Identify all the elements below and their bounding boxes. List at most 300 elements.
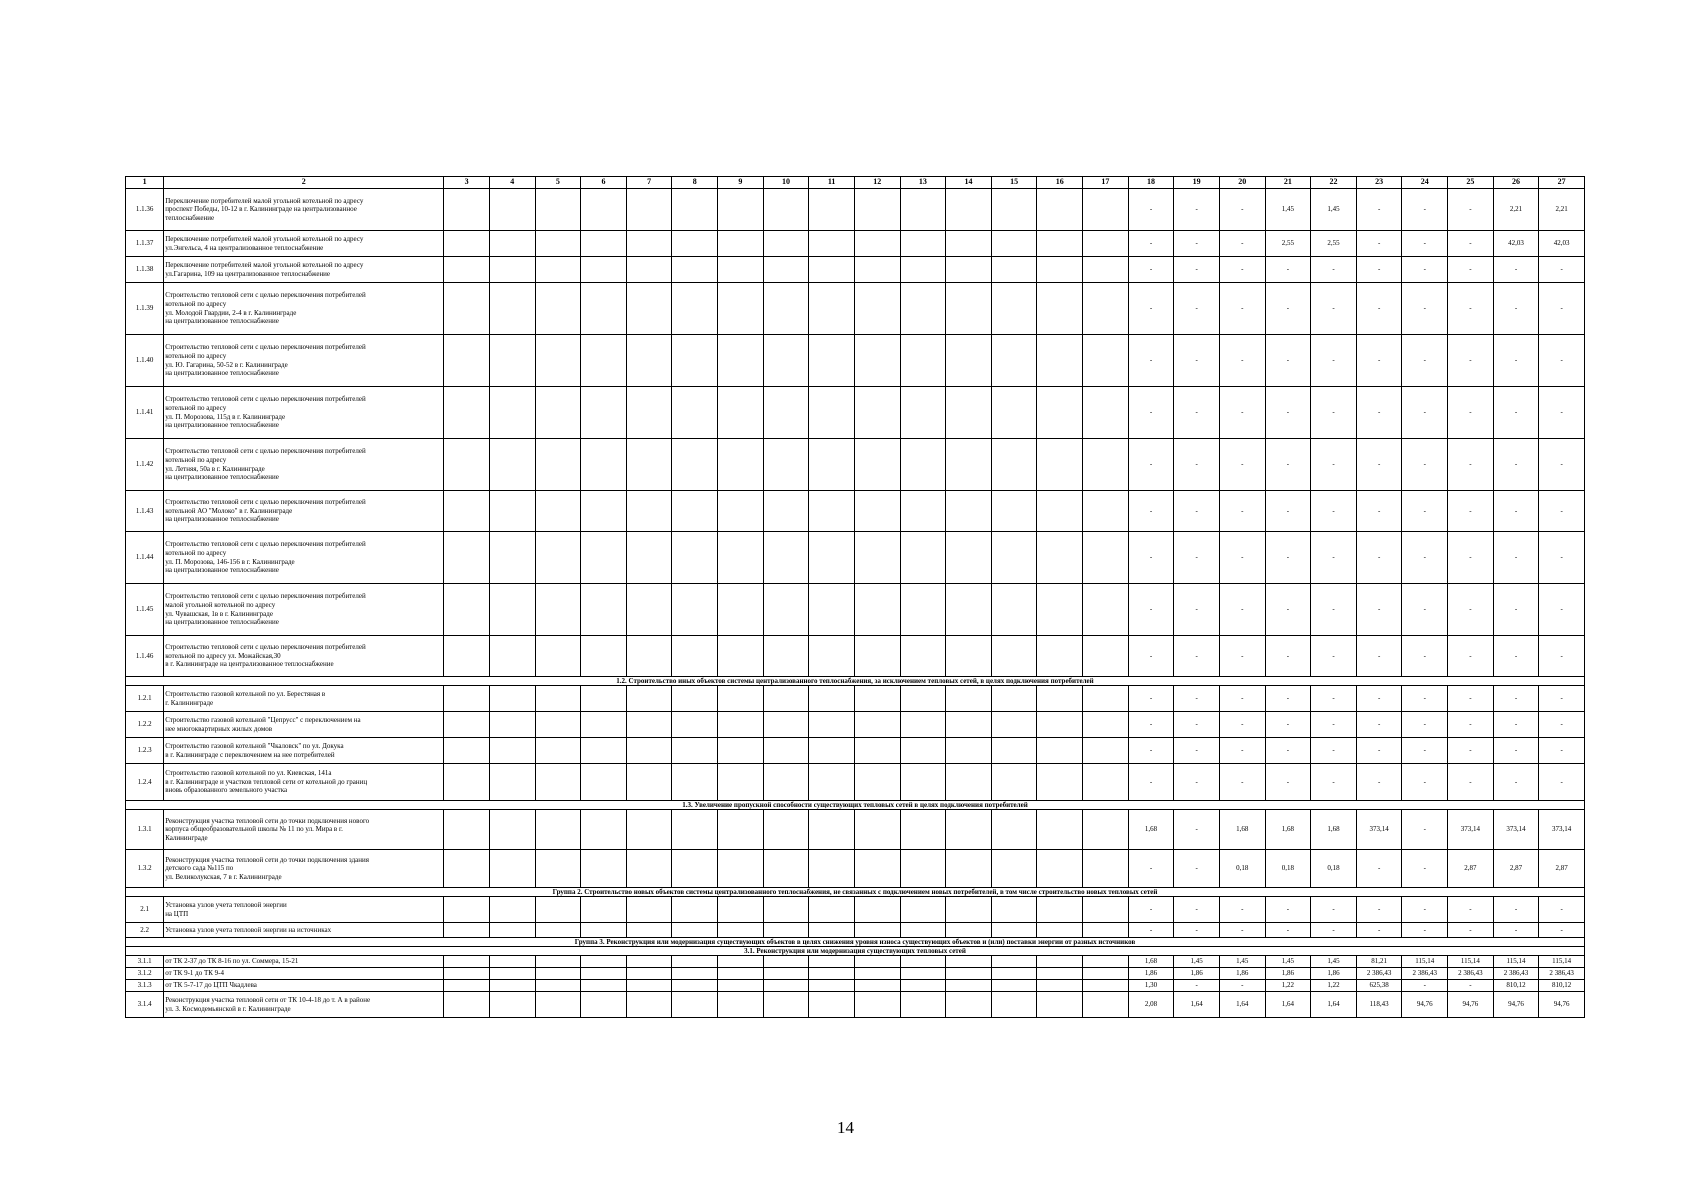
empty-cell xyxy=(444,850,490,888)
empty-cell xyxy=(763,968,809,980)
empty-cell xyxy=(991,956,1037,968)
row-number: 1.2.3 xyxy=(126,738,164,764)
empty-cell xyxy=(900,231,946,257)
column-number: 2 xyxy=(164,177,444,189)
empty-cell xyxy=(900,968,946,980)
empty-cell xyxy=(991,283,1037,335)
column-number: 19 xyxy=(1174,177,1220,189)
empty-cell xyxy=(854,532,900,584)
empty-cell xyxy=(946,231,992,257)
empty-cell xyxy=(946,738,992,764)
empty-cell xyxy=(991,992,1037,1018)
empty-cell xyxy=(991,257,1037,283)
value-cell: - xyxy=(1402,335,1448,387)
empty-cell xyxy=(672,980,718,992)
empty-cell xyxy=(1083,231,1129,257)
empty-cell xyxy=(1083,636,1129,677)
description-line: теплоснабжение xyxy=(165,213,215,222)
value-cell: - xyxy=(1174,764,1220,801)
empty-cell xyxy=(900,923,946,938)
empty-cell xyxy=(535,956,581,968)
value-cell: - xyxy=(1128,335,1174,387)
row-number: 1.3.2 xyxy=(126,850,164,888)
empty-cell xyxy=(672,387,718,439)
value-cell: 0,18 xyxy=(1265,850,1311,888)
empty-cell xyxy=(444,335,490,387)
table-row xyxy=(126,810,1585,850)
row-number: 1.1.42 xyxy=(126,439,164,491)
empty-cell xyxy=(626,439,672,491)
table-row xyxy=(126,283,1585,335)
value-cell: - xyxy=(1219,584,1265,636)
column-number: 22 xyxy=(1311,177,1357,189)
empty-cell xyxy=(581,439,627,491)
empty-cell xyxy=(626,992,672,1018)
empty-cell xyxy=(581,712,627,738)
value-cell: - xyxy=(1219,231,1265,257)
description-line: Калининграде xyxy=(165,833,208,842)
empty-cell xyxy=(854,980,900,992)
value-cell: - xyxy=(1311,738,1357,764)
description-line: в г. Калининграде на централизованное теплоснабжение xyxy=(165,660,334,669)
value-cell: - xyxy=(1219,439,1265,491)
empty-cell xyxy=(581,897,627,923)
value-cell: - xyxy=(1493,923,1539,938)
empty-cell xyxy=(1037,335,1083,387)
value-cell: 1,86 xyxy=(1174,968,1220,980)
empty-cell xyxy=(1083,686,1129,712)
value-cell: - xyxy=(1128,850,1174,888)
empty-cell xyxy=(991,980,1037,992)
row-description xyxy=(164,923,444,938)
value-cell: - xyxy=(1402,439,1448,491)
description-line: Строительство тепловой сети с целью переключения потребителей xyxy=(165,291,366,300)
empty-cell xyxy=(946,491,992,532)
empty-cell xyxy=(535,968,581,980)
empty-cell xyxy=(489,712,535,738)
value-cell: - xyxy=(1174,980,1220,992)
value-cell: - xyxy=(1539,257,1585,283)
description-line: на централизованное теплоснабжение xyxy=(165,369,279,378)
empty-cell xyxy=(854,283,900,335)
empty-cell xyxy=(718,956,764,968)
empty-cell xyxy=(672,335,718,387)
empty-cell xyxy=(809,584,855,636)
value-cell: 1,45 xyxy=(1174,956,1220,968)
value-cell: 81,21 xyxy=(1356,956,1402,968)
value-cell: - xyxy=(1493,491,1539,532)
row-number: 1.1.36 xyxy=(126,189,164,231)
empty-cell xyxy=(991,532,1037,584)
value-cell: - xyxy=(1402,491,1448,532)
empty-cell xyxy=(900,189,946,231)
empty-cell xyxy=(809,257,855,283)
value-cell: - xyxy=(1356,636,1402,677)
empty-cell xyxy=(1083,335,1129,387)
empty-cell xyxy=(535,257,581,283)
value-cell: - xyxy=(1128,712,1174,738)
value-cell: - xyxy=(1402,810,1448,850)
empty-cell xyxy=(535,992,581,1018)
description-line: ул.Гагарина, 109 на централизованное теплоснабжение xyxy=(165,269,331,278)
empty-cell xyxy=(946,636,992,677)
empty-cell xyxy=(672,850,718,888)
empty-cell xyxy=(444,491,490,532)
empty-cell xyxy=(718,387,764,439)
value-cell: - xyxy=(1219,686,1265,712)
empty-cell xyxy=(763,283,809,335)
empty-cell xyxy=(763,850,809,888)
empty-cell xyxy=(1083,897,1129,923)
value-cell: - xyxy=(1265,532,1311,584)
empty-cell xyxy=(854,387,900,439)
table-row xyxy=(126,231,1585,257)
table-row xyxy=(126,850,1585,888)
empty-cell xyxy=(581,992,627,1018)
empty-cell xyxy=(1037,923,1083,938)
empty-cell xyxy=(763,387,809,439)
value-cell: - xyxy=(1128,257,1174,283)
description-line: ул. З. Космодемьянской в г. Калининграде xyxy=(165,1004,291,1013)
empty-cell xyxy=(626,387,672,439)
value-cell: - xyxy=(1356,712,1402,738)
value-cell: - xyxy=(1219,257,1265,283)
empty-cell xyxy=(535,764,581,801)
value-cell: - xyxy=(1356,764,1402,801)
empty-cell xyxy=(489,532,535,584)
row-number: 1.1.46 xyxy=(126,636,164,677)
row-description xyxy=(164,968,444,980)
empty-cell xyxy=(854,231,900,257)
value-cell: - xyxy=(1448,491,1494,532)
description-line: на централизованное теплоснабжение xyxy=(165,618,279,627)
value-cell: 1,45 xyxy=(1311,956,1357,968)
value-cell: 2 386,43 xyxy=(1448,968,1494,980)
value-cell: - xyxy=(1448,335,1494,387)
value-cell: 1,64 xyxy=(1311,992,1357,1018)
empty-cell xyxy=(900,992,946,1018)
row-number: 1.3.1 xyxy=(126,810,164,850)
empty-cell xyxy=(444,980,490,992)
empty-cell xyxy=(809,992,855,1018)
value-cell: - xyxy=(1448,897,1494,923)
empty-cell xyxy=(946,992,992,1018)
column-number: 4 xyxy=(489,177,535,189)
value-cell: 115,14 xyxy=(1402,956,1448,968)
empty-cell xyxy=(718,810,764,850)
value-cell: - xyxy=(1493,584,1539,636)
empty-cell xyxy=(444,439,490,491)
column-number: 20 xyxy=(1219,177,1265,189)
empty-cell xyxy=(535,897,581,923)
empty-cell xyxy=(672,636,718,677)
row-description xyxy=(164,283,444,335)
value-cell: - xyxy=(1402,686,1448,712)
value-cell: - xyxy=(1493,897,1539,923)
empty-cell xyxy=(672,923,718,938)
empty-cell xyxy=(581,923,627,938)
value-cell: - xyxy=(1311,257,1357,283)
description-line: детского сада №115 по xyxy=(165,864,234,873)
value-cell: - xyxy=(1128,636,1174,677)
value-cell: - xyxy=(1219,712,1265,738)
value-cell: - xyxy=(1265,257,1311,283)
value-cell: - xyxy=(1448,257,1494,283)
empty-cell xyxy=(1083,980,1129,992)
empty-cell xyxy=(854,810,900,850)
empty-cell xyxy=(626,923,672,938)
value-cell: - xyxy=(1356,491,1402,532)
value-cell: - xyxy=(1356,283,1402,335)
value-cell: - xyxy=(1174,897,1220,923)
row-description xyxy=(164,257,444,283)
value-cell: - xyxy=(1448,923,1494,938)
description-line: г. Калининграде xyxy=(165,698,214,707)
section-header-row xyxy=(126,938,1585,947)
empty-cell xyxy=(900,636,946,677)
value-cell: - xyxy=(1402,283,1448,335)
value-cell: - xyxy=(1174,584,1220,636)
empty-cell xyxy=(991,764,1037,801)
value-cell: - xyxy=(1539,532,1585,584)
value-cell: - xyxy=(1493,439,1539,491)
empty-cell xyxy=(900,956,946,968)
empty-cell xyxy=(900,764,946,801)
value-cell: - xyxy=(1356,231,1402,257)
empty-cell xyxy=(809,810,855,850)
empty-cell xyxy=(991,189,1037,231)
empty-cell xyxy=(489,636,535,677)
empty-cell xyxy=(854,189,900,231)
value-cell: - xyxy=(1128,283,1174,335)
value-cell: - xyxy=(1174,189,1220,231)
value-cell: - xyxy=(1219,387,1265,439)
description-line: ул. Великолукская, 7 в г. Калининграде xyxy=(165,872,282,881)
value-cell: - xyxy=(1311,387,1357,439)
empty-cell xyxy=(581,850,627,888)
empty-cell xyxy=(1037,283,1083,335)
empty-cell xyxy=(535,231,581,257)
value-cell: - xyxy=(1219,764,1265,801)
empty-cell xyxy=(718,584,764,636)
value-cell: 1,86 xyxy=(1311,968,1357,980)
value-cell: 1,68 xyxy=(1128,810,1174,850)
empty-cell xyxy=(809,980,855,992)
description-line: Строительство газовой котельной "Цепрусс" с переключением на xyxy=(165,715,361,724)
empty-cell xyxy=(854,897,900,923)
description-line: Строительство газовой котельной по ул. Берестяная в xyxy=(165,689,326,698)
value-cell: - xyxy=(1356,897,1402,923)
empty-cell xyxy=(900,387,946,439)
empty-cell xyxy=(854,992,900,1018)
value-cell: - xyxy=(1356,387,1402,439)
row-description xyxy=(164,764,444,801)
value-cell: - xyxy=(1493,636,1539,677)
empty-cell xyxy=(535,923,581,938)
page-number: 14 xyxy=(837,1118,854,1137)
row-description xyxy=(164,532,444,584)
row-description xyxy=(164,686,444,712)
row-number: 3.1.2 xyxy=(126,968,164,980)
empty-cell xyxy=(626,491,672,532)
value-cell: - xyxy=(1265,491,1311,532)
empty-cell xyxy=(535,686,581,712)
empty-cell xyxy=(1083,712,1129,738)
table-row xyxy=(126,335,1585,387)
description-line: ул. Летняя, 50а в г. Калининграде xyxy=(165,464,265,473)
empty-cell xyxy=(991,335,1037,387)
empty-cell xyxy=(718,738,764,764)
row-number: 1.1.45 xyxy=(126,584,164,636)
column-number: 15 xyxy=(991,177,1037,189)
empty-cell xyxy=(626,636,672,677)
empty-cell xyxy=(946,712,992,738)
row-description xyxy=(164,387,444,439)
empty-cell xyxy=(718,532,764,584)
empty-cell xyxy=(718,439,764,491)
value-cell: - xyxy=(1128,584,1174,636)
value-cell: - xyxy=(1402,189,1448,231)
description-line: на централизованное теплоснабжение xyxy=(165,566,279,575)
table-row xyxy=(126,189,1585,231)
column-number: 16 xyxy=(1037,177,1083,189)
value-cell: 1,68 xyxy=(1219,810,1265,850)
value-cell: - xyxy=(1448,764,1494,801)
value-cell: - xyxy=(1493,283,1539,335)
value-cell: 94,76 xyxy=(1448,992,1494,1018)
empty-cell xyxy=(672,712,718,738)
empty-cell xyxy=(854,686,900,712)
value-cell: - xyxy=(1128,738,1174,764)
empty-cell xyxy=(535,532,581,584)
empty-cell xyxy=(1037,764,1083,801)
empty-cell xyxy=(991,712,1037,738)
column-number: 13 xyxy=(900,177,946,189)
row-number: 3.1.1 xyxy=(126,956,164,968)
empty-cell xyxy=(718,491,764,532)
value-cell: - xyxy=(1402,584,1448,636)
value-cell: 1,45 xyxy=(1265,956,1311,968)
empty-cell xyxy=(444,923,490,938)
empty-cell xyxy=(444,897,490,923)
empty-cell xyxy=(672,764,718,801)
empty-cell xyxy=(718,283,764,335)
value-cell: - xyxy=(1356,439,1402,491)
empty-cell xyxy=(1037,257,1083,283)
empty-cell xyxy=(718,897,764,923)
value-cell: - xyxy=(1219,923,1265,938)
column-number: 27 xyxy=(1539,177,1585,189)
empty-cell xyxy=(763,956,809,968)
empty-cell xyxy=(809,387,855,439)
description-line: Реконструкция участка тепловой сети до точки подключения здания xyxy=(165,855,369,864)
row-description xyxy=(164,584,444,636)
empty-cell xyxy=(763,764,809,801)
value-cell: 42,03 xyxy=(1493,231,1539,257)
empty-cell xyxy=(718,189,764,231)
value-cell: 373,14 xyxy=(1539,810,1585,850)
empty-cell xyxy=(809,968,855,980)
value-cell: - xyxy=(1265,584,1311,636)
empty-cell xyxy=(581,283,627,335)
empty-cell xyxy=(626,532,672,584)
value-cell: 2,21 xyxy=(1539,189,1585,231)
value-cell: - xyxy=(1174,636,1220,677)
value-cell: - xyxy=(1174,335,1220,387)
empty-cell xyxy=(626,686,672,712)
empty-cell xyxy=(1037,439,1083,491)
description-line: Строительство газовой котельной "Чкаловск" по ул. Докука xyxy=(165,741,344,750)
value-cell: - xyxy=(1356,738,1402,764)
value-cell: 2,08 xyxy=(1128,992,1174,1018)
value-cell: - xyxy=(1448,189,1494,231)
section-title: 1.2. Строительство иных объектов системы централизованного теплоснабжения, за исключением тепловых сетей, в целях подключения потребителей xyxy=(126,677,1585,686)
empty-cell xyxy=(444,257,490,283)
row-description xyxy=(164,956,444,968)
description-line: Строительство тепловой сети с целью переключения потребителей xyxy=(165,447,366,456)
column-number: 7 xyxy=(626,177,672,189)
description-line: котельной по адресу xyxy=(165,351,227,360)
empty-cell xyxy=(763,439,809,491)
value-cell: - xyxy=(1539,738,1585,764)
description-line: ул.Энгельса, 4 на централизованное теплоснабжение xyxy=(165,243,324,252)
column-number: 11 xyxy=(809,177,855,189)
value-cell: - xyxy=(1539,712,1585,738)
empty-cell xyxy=(1037,532,1083,584)
empty-cell xyxy=(900,491,946,532)
row-description xyxy=(164,712,444,738)
empty-cell xyxy=(672,738,718,764)
empty-cell xyxy=(444,738,490,764)
value-cell: - xyxy=(1174,439,1220,491)
value-cell: - xyxy=(1493,712,1539,738)
empty-cell xyxy=(672,992,718,1018)
value-cell: - xyxy=(1539,636,1585,677)
empty-cell xyxy=(946,897,992,923)
empty-cell xyxy=(900,439,946,491)
value-cell: - xyxy=(1356,257,1402,283)
value-cell: - xyxy=(1219,897,1265,923)
description-line: на централизованное теплоснабжение xyxy=(165,421,279,430)
row-number: 3.1.4 xyxy=(126,992,164,1018)
table-row xyxy=(126,980,1585,992)
empty-cell xyxy=(718,980,764,992)
empty-cell xyxy=(581,231,627,257)
value-cell: - xyxy=(1493,257,1539,283)
empty-cell xyxy=(809,738,855,764)
empty-cell xyxy=(991,439,1037,491)
empty-cell xyxy=(718,636,764,677)
empty-cell xyxy=(535,738,581,764)
value-cell: 1,22 xyxy=(1265,980,1311,992)
row-number: 2.2 xyxy=(126,923,164,938)
value-cell: - xyxy=(1539,764,1585,801)
description-line: котельной АО "Молоко" в г. Калининграде xyxy=(165,506,293,515)
table-row xyxy=(126,738,1585,764)
empty-cell xyxy=(535,189,581,231)
value-cell: - xyxy=(1402,897,1448,923)
column-number: 8 xyxy=(672,177,718,189)
value-cell: 2,87 xyxy=(1448,850,1494,888)
value-cell: - xyxy=(1402,980,1448,992)
empty-cell xyxy=(626,850,672,888)
empty-cell xyxy=(854,764,900,801)
empty-cell xyxy=(535,283,581,335)
value-cell: - xyxy=(1128,439,1174,491)
empty-cell xyxy=(489,980,535,992)
empty-cell xyxy=(1037,810,1083,850)
empty-cell xyxy=(854,738,900,764)
